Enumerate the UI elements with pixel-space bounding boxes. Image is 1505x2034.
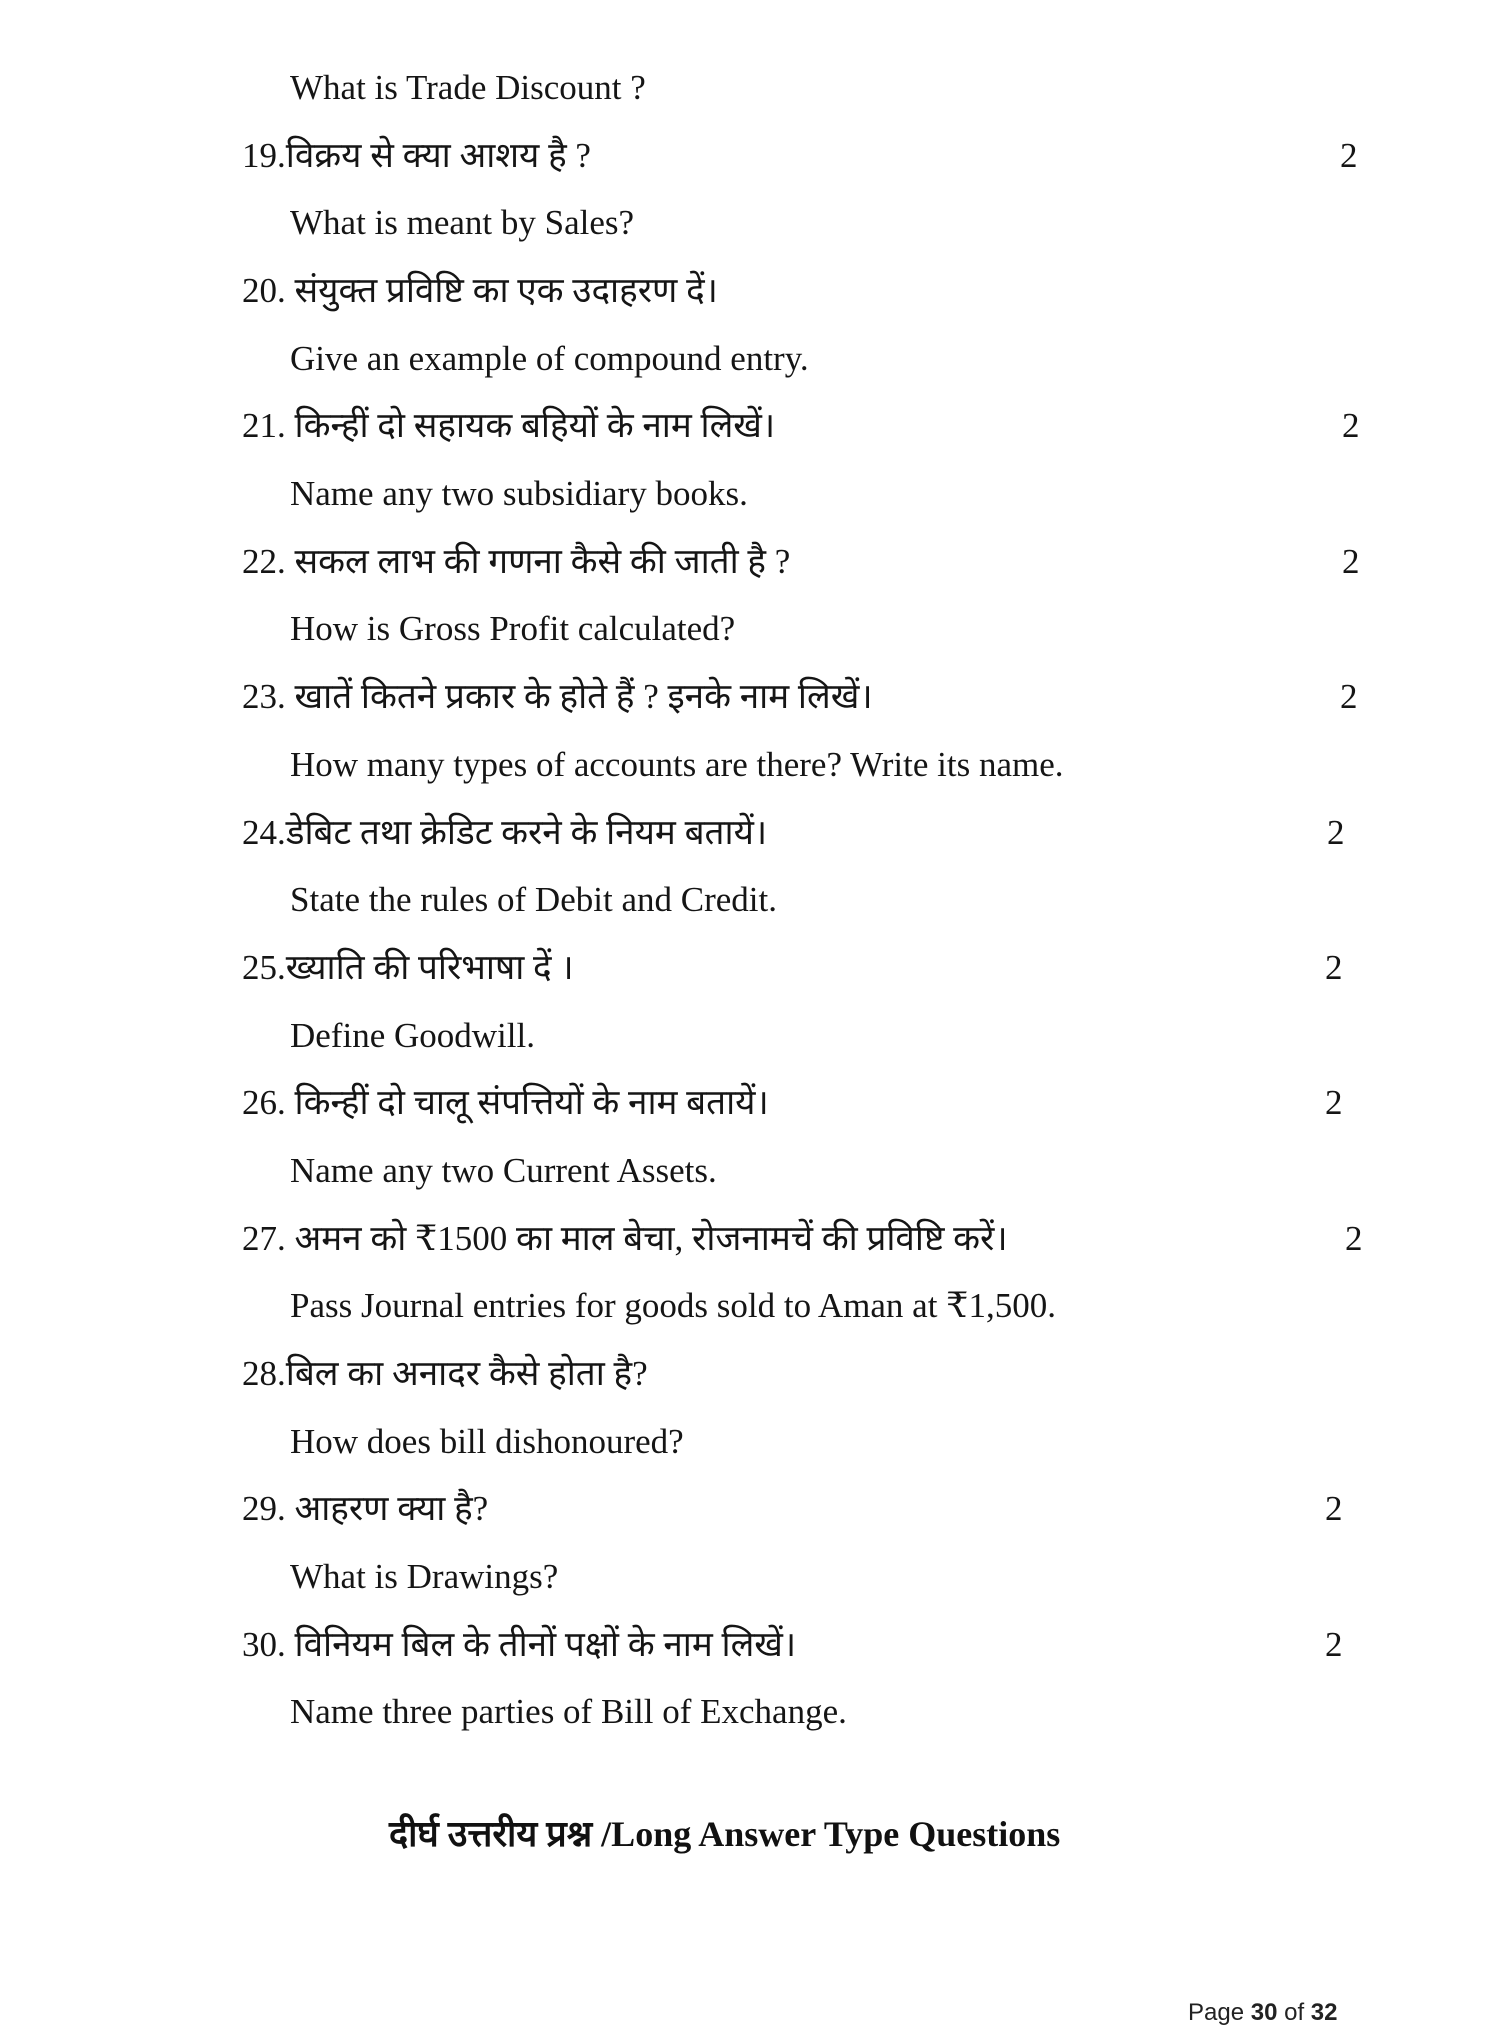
question-25-english: Define Goodwill.: [290, 1016, 535, 1055]
question-29-marks: 2: [1325, 1489, 1343, 1528]
question-29-hindi: [242, 1487, 488, 1531]
question-22-english: How is Gross Profit calculated?: [290, 609, 736, 648]
question-text-hindi: सकल लाभ की गणना कैसे की जाती है ?: [285, 542, 791, 581]
question-26-english: Name any two Current Assets.: [290, 1151, 717, 1190]
question-text-hindi: अमन को ₹1500 का माल बेचा, रोजनामचें की प्रविष्टि करें।: [285, 1219, 1008, 1258]
question-number: 26.: [242, 1083, 286, 1122]
question-number: 20.: [242, 271, 286, 310]
question-27-marks: 2: [1345, 1219, 1363, 1258]
question-24-hindi: [242, 811, 767, 855]
question-text-hindi: किन्हीं दो चालू संपत्तियों के नाम बतायें।: [285, 1083, 769, 1122]
of-label: of: [1284, 1999, 1305, 2026]
page-label: Page: [1188, 1999, 1245, 2026]
total-pages: 32: [1310, 1999, 1338, 2026]
question-22-marks: 2: [1342, 542, 1360, 581]
question-number: 24.: [242, 813, 286, 852]
question-26-marks: 2: [1325, 1083, 1343, 1122]
question-number: 25.: [242, 948, 286, 987]
question-25-hindi: [242, 946, 574, 990]
question-24-english: State the rules of Debit and Credit.: [290, 880, 777, 919]
question-24-marks: 2: [1327, 813, 1345, 852]
question-number: 30.: [242, 1625, 286, 1664]
question-text-hindi: ख्याति की परिभाषा दें ।: [285, 948, 574, 987]
question-30-english: Name three parties of Bill of Exchange.: [290, 1692, 847, 1731]
question-19-english: What is meant by Sales?: [290, 203, 635, 242]
question-21-hindi: [242, 404, 775, 448]
question-number: 23.: [242, 677, 286, 716]
question-23-marks: 2: [1340, 677, 1358, 716]
question-text-hindi: विनियम बिल के तीनों पक्षों के नाम लिखें।: [285, 1625, 797, 1664]
question-21-english: Name any two subsidiary books.: [290, 474, 748, 513]
page-number-footer: [1188, 1998, 1338, 2028]
question-19-marks: 2: [1340, 136, 1358, 175]
question-number: 19.: [242, 136, 286, 175]
current-page: 30: [1250, 1999, 1278, 2026]
question-23-hindi: [242, 675, 873, 719]
question-text-hindi: डेबिट तथा क्रेडिट करने के नियम बतायें।: [285, 813, 768, 852]
question-28-hindi: [242, 1352, 648, 1396]
question-22-hindi: [242, 540, 790, 584]
question-23-english: How many types of accounts are there? Write its name.: [290, 745, 1064, 784]
question-21-marks: 2: [1342, 406, 1360, 445]
question-30-hindi: [242, 1623, 796, 1667]
question-text-hindi: संयुक्त प्रविष्टि का एक उदाहरण दें।: [285, 271, 718, 310]
question-25-marks: 2: [1325, 948, 1343, 987]
question-number: 28.: [242, 1354, 286, 1393]
question-20-hindi: [242, 269, 718, 313]
question-number: 27.: [242, 1219, 286, 1258]
question-number: 21.: [242, 406, 286, 445]
question-30-marks: 2: [1325, 1625, 1343, 1664]
question-text-hindi: विक्रय से क्या आशय है ?: [285, 136, 591, 175]
question-text-hindi: बिल का अनादर कैसे होता है?: [285, 1354, 648, 1393]
question-text-hindi: आहरण क्या है?: [285, 1489, 489, 1528]
question-number: 29.: [242, 1489, 286, 1528]
question-26-hindi: [242, 1081, 769, 1125]
question-27-english: Pass Journal entries for goods sold to Aman at ₹1,500.: [290, 1286, 1056, 1325]
continued-question-english: What is Trade Discount ?: [290, 68, 646, 107]
question-29-english: What is Drawings?: [290, 1557, 559, 1596]
section-heading-long-answer: दीर्घ उत्तरीय प्रश्न /Long Answer Type Questions: [389, 1814, 1061, 1854]
question-28-english: How does bill dishonoured?: [290, 1422, 684, 1461]
question-number: 22.: [242, 542, 286, 581]
question-text-hindi: खातें कितने प्रकार के होते हैं ? इनके नाम लिखें।: [285, 677, 873, 716]
question-20-english: Give an example of compound entry.: [290, 339, 809, 378]
question-19-hindi: [242, 134, 591, 178]
question-text-hindi: किन्हीं दो सहायक बहियों के नाम लिखें।: [285, 406, 776, 445]
question-27-hindi: [242, 1217, 1008, 1261]
